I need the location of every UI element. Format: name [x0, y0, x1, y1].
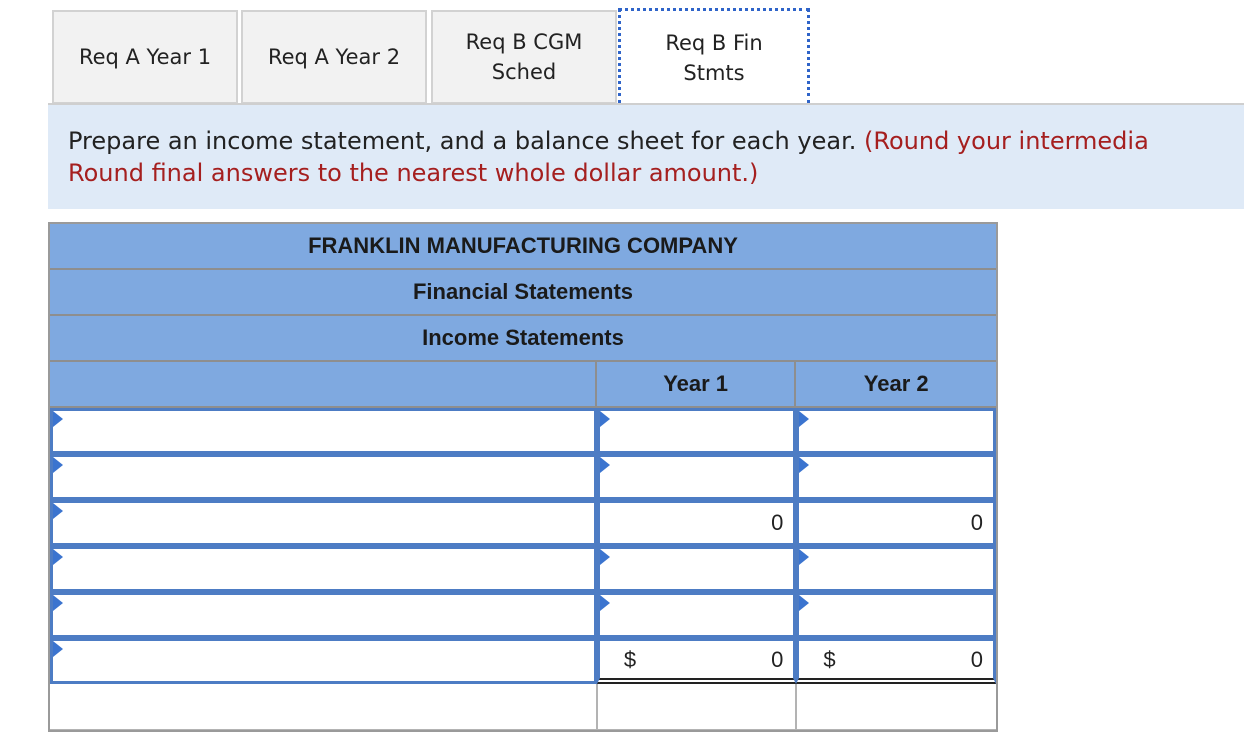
dropdown-triangle-icon — [53, 503, 63, 519]
table-row — [50, 684, 996, 730]
account-dropdown[interactable] — [50, 592, 597, 638]
year-1-value: 0 — [771, 646, 784, 672]
dropdown-triangle-icon — [799, 549, 809, 565]
year-2-input[interactable] — [796, 546, 996, 592]
dropdown-triangle-icon — [600, 549, 610, 565]
year-2-total — [796, 638, 996, 684]
dropdown-triangle-icon — [600, 595, 610, 611]
dropdown-triangle-icon — [53, 457, 63, 473]
dropdown-triangle-icon — [600, 457, 610, 473]
year-2-value: 0 — [970, 510, 983, 535]
dropdown-triangle-icon — [799, 457, 809, 473]
tab-label: Req A Year 1 — [78, 45, 212, 69]
instructions-text: Prepare an income statement, and a balance sheet for each year. — [68, 127, 857, 155]
instructions-line-1 — [68, 125, 1244, 157]
column-header-row — [50, 362, 996, 408]
account-dropdown[interactable] — [50, 638, 597, 684]
table-row — [50, 546, 996, 592]
year-1-input[interactable] — [597, 500, 797, 546]
instructions-rounding-note: (Round your intermedia — [864, 127, 1149, 155]
year-2-input[interactable] — [796, 592, 996, 638]
year-1-input[interactable] — [597, 546, 797, 592]
year-1-input[interactable] — [597, 592, 797, 638]
tab-req-b-cgm-sched[interactable] — [431, 10, 617, 104]
year-1-input[interactable] — [597, 408, 797, 454]
dropdown-triangle-icon — [53, 549, 63, 565]
table-row — [50, 592, 996, 638]
income-statement-table — [48, 222, 998, 732]
blank-cell — [50, 684, 597, 730]
dropdown-triangle-icon — [600, 411, 610, 427]
dollar-sign: $ — [823, 646, 836, 672]
dropdown-triangle-icon — [53, 411, 63, 427]
account-dropdown[interactable] — [50, 454, 597, 500]
dollar-sign: $ — [623, 646, 637, 672]
tab-req-a-year-2[interactable] — [241, 10, 427, 104]
year-2-value: 0 — [970, 646, 983, 672]
table-row — [50, 408, 996, 454]
statement-subtitle: Financial Statements — [50, 270, 996, 316]
dropdown-triangle-icon — [799, 595, 809, 611]
instructions-line-2: Round final answers to the nearest whole dollar amount.) — [68, 159, 759, 187]
table-row-total — [50, 638, 996, 684]
year-2-input[interactable] — [796, 408, 996, 454]
tab-req-b-fin-stmts[interactable] — [618, 8, 810, 104]
table-row — [50, 500, 996, 546]
company-name: FRANKLIN MANUFACTURING COMPANY — [50, 224, 996, 270]
tab-req-a-year-1[interactable] — [52, 10, 238, 104]
year-1-input[interactable] — [597, 454, 797, 500]
year-2-header: Year 2 — [863, 371, 929, 396]
dropdown-triangle-icon — [53, 641, 63, 657]
instructions-panel — [48, 105, 1244, 209]
dropdown-triangle-icon — [799, 411, 809, 427]
year-2-input[interactable] — [796, 454, 996, 500]
year-2-input[interactable] — [796, 500, 996, 546]
account-dropdown[interactable] — [50, 546, 597, 592]
account-dropdown[interactable] — [50, 408, 597, 454]
blank-cell — [796, 684, 996, 730]
dropdown-triangle-icon — [53, 595, 63, 611]
label-column-header — [50, 362, 597, 406]
account-dropdown[interactable] — [50, 500, 597, 546]
tab-label: Req B CGM Sched — [465, 30, 583, 84]
year-1-total — [597, 638, 797, 684]
year-1-header: Year 1 — [597, 362, 797, 406]
table-row — [50, 454, 996, 500]
tab-label: Req B Fin Stmts — [665, 30, 763, 85]
blank-cell — [597, 684, 797, 730]
year-1-value: 0 — [771, 510, 784, 535]
statement-title: Income Statements — [50, 316, 996, 362]
tab-label: Req A Year 2 — [267, 45, 401, 69]
